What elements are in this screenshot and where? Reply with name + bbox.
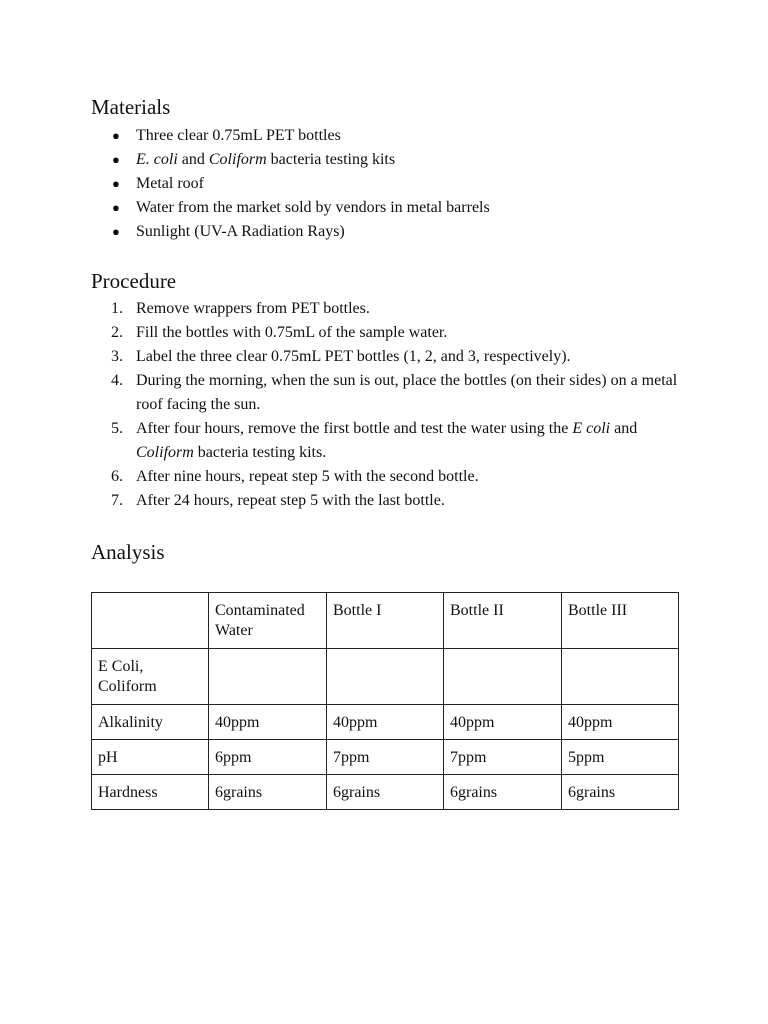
- step-text: After four hours, remove the first bottle and test the water using the: [136, 420, 573, 437]
- table-cell: 40ppm: [444, 705, 562, 740]
- table-row: [92, 740, 679, 775]
- table-cell: 40ppm: [327, 705, 444, 740]
- list-item-text: Sunlight (UV-A Radiation Rays): [136, 223, 345, 240]
- step-text: Remove wrappers from PET bottles.: [136, 300, 370, 317]
- table-header-cell: Bottle III: [562, 593, 679, 649]
- materials-list: [0, 124, 490, 244]
- table-row: [92, 705, 679, 740]
- step-text: Label the three clear 0.75mL PET bottles (1, 2, and 3, respectively).: [136, 348, 571, 365]
- table-row-label: pH: [92, 740, 209, 775]
- step-number: 1.: [111, 300, 123, 317]
- table-header-cell: [92, 593, 209, 649]
- list-item-text: Three clear 0.75mL PET bottles: [136, 127, 341, 144]
- procedure-step: [0, 417, 686, 465]
- table-header-cell: Bottle I: [327, 593, 444, 649]
- table-cell: [444, 649, 562, 705]
- coliform-term: Coliform: [136, 444, 194, 461]
- table-row: [92, 775, 679, 810]
- table-row-label: E Coli, Coliform: [92, 649, 209, 705]
- procedure-step: [0, 297, 686, 321]
- table-header-cell: Contaminated Water: [209, 593, 327, 649]
- list-item: [0, 124, 490, 148]
- table-cell: [209, 649, 327, 705]
- step-number: 6.: [111, 468, 123, 485]
- table-cell: 40ppm: [209, 705, 327, 740]
- step-text: and: [610, 420, 638, 437]
- table-cell: 7ppm: [444, 740, 562, 775]
- procedure-list: [0, 297, 686, 513]
- table-cell: 6grains: [444, 775, 562, 810]
- bullet-icon: ●: [112, 200, 120, 215]
- table-header-row: [92, 593, 679, 649]
- procedure-step: [0, 489, 686, 513]
- procedure-step: [0, 465, 686, 489]
- bullet-icon: ●: [112, 152, 120, 167]
- bullet-icon: ●: [112, 128, 120, 143]
- ecoli-term: E. coli: [136, 151, 178, 168]
- step-number: 7.: [111, 492, 123, 509]
- step-number: 2.: [111, 324, 123, 341]
- list-item-text: Metal roof: [136, 175, 204, 192]
- list-item: [0, 172, 490, 196]
- procedure-heading: Procedure: [91, 269, 177, 293]
- step-text: After nine hours, repeat step 5 with the second bottle.: [136, 468, 479, 485]
- procedure-step: [0, 321, 686, 345]
- list-item-text: Water from the market sold by vendors in metal barrels: [136, 199, 490, 216]
- table-header-cell: Bottle II: [444, 593, 562, 649]
- table-cell: 40ppm: [562, 705, 679, 740]
- procedure-step: [0, 345, 686, 369]
- materials-heading: Materials: [91, 95, 171, 119]
- step-number: 4.: [111, 372, 123, 389]
- step-text: bacteria testing kits.: [193, 444, 327, 461]
- table-cell: 6ppm: [209, 740, 327, 775]
- table-row-label: Hardness: [92, 775, 209, 810]
- table-cell: [562, 649, 679, 705]
- step-text: During the morning, when the sun is out, place the bottles (on their sides) on a metal roof facing the sun.: [136, 372, 678, 413]
- analysis-heading: Analysis: [91, 540, 165, 564]
- table-row-label: Alkalinity: [92, 705, 209, 740]
- list-item-text: and: [177, 151, 209, 168]
- table-cell: 6grains: [209, 775, 327, 810]
- bullet-icon: ●: [112, 176, 120, 191]
- ecoli-term: E coli: [572, 420, 611, 437]
- coliform-term: Coliform: [208, 151, 267, 168]
- step-text: After 24 hours, repeat step 5 with the last bottle.: [136, 492, 445, 509]
- step-text: Fill the bottles with 0.75mL of the sample water.: [136, 324, 448, 341]
- procedure-step: [0, 369, 686, 417]
- table-cell: [327, 649, 444, 705]
- table-cell: 5ppm: [562, 740, 679, 775]
- list-item-text: bacteria testing kits: [266, 151, 396, 168]
- step-number: 3.: [111, 348, 123, 365]
- table-cell: 6grains: [327, 775, 444, 810]
- list-item: [0, 148, 490, 172]
- list-item: [0, 196, 490, 220]
- analysis-table: [91, 592, 679, 810]
- bullet-icon: ●: [112, 224, 120, 239]
- table-cell: 6grains: [562, 775, 679, 810]
- table-row: [92, 649, 679, 705]
- step-number: 5.: [111, 420, 123, 437]
- table-cell: 7ppm: [327, 740, 444, 775]
- list-item: [0, 220, 490, 244]
